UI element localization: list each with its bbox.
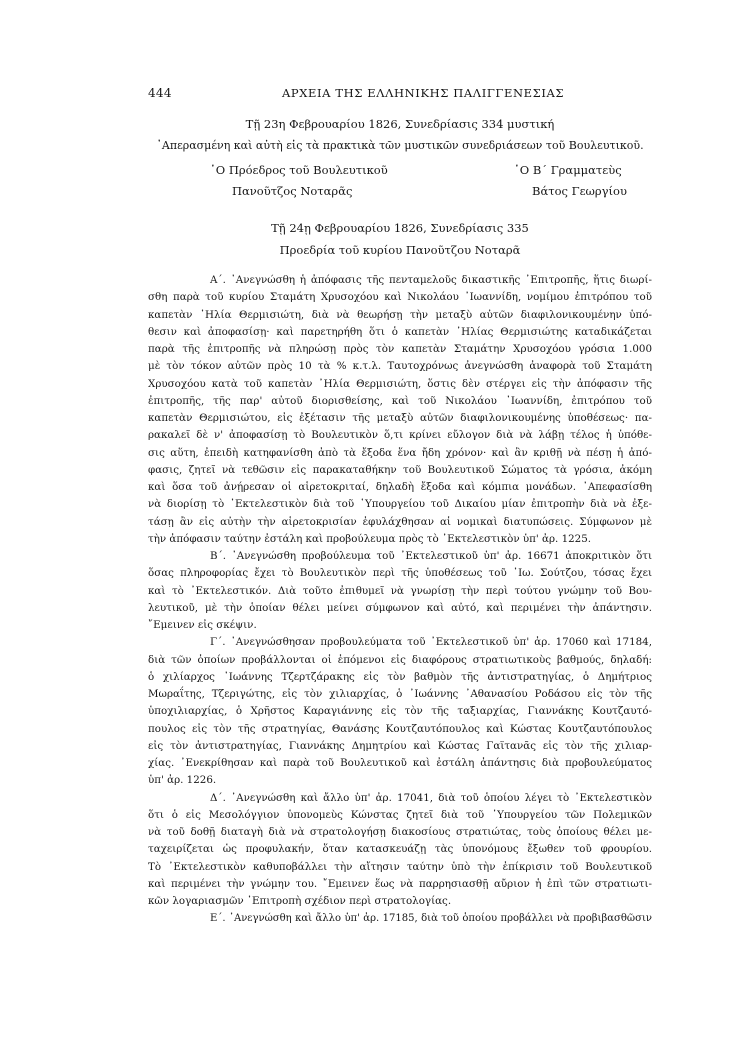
text-line: χίας. ᾿Ενεκρίθησαν καὶ παρὰ τοῦ Βουλευτικοῦ καὶ ἐστάλη ἀπάντησις διὰ προβουλεύματος [148, 757, 652, 769]
text-line: Μωραΐτης, Τζεριγώτης, εἰς τὸν χιλιαρχίας, ὁ ᾿Ιωάννης ᾿Αθανασίου Ροδάσου εἰς τὸν τῆς [148, 688, 652, 700]
text-line: Α΄. ᾿Ανεγνώσθη ἡ ἀπόφασις τῆς πενταμελοῦς δικαστικῆς ᾿Επιτροπῆς, ἥτις διωρί- [210, 274, 652, 286]
text-line: λευτικοῦ, μὲ τὴν ὁποίαν θέλει μείνει σύμφωνον καὶ αὐτό, καὶ περιμένει τὴν ἀπάντησιν. [148, 601, 652, 614]
text-line: τάσῃ ἂν εἰς αὐτὴν τὴν αἱρετοκρισίαν ἐφυλάχθησαν αἱ νομικαὶ διατυπώσεις. Σύμφωνον μὲ [148, 515, 652, 528]
text-line: καπετὰν ᾿Ηλία Θερμισιώτη, διὰ νὰ θεωρήσῃ τὴν μεταξὺ αὐτῶν διαφιλονικουμένην ὑπό- [148, 308, 652, 321]
text-line: κῶν λογαριασμῶν ᾿Επιτροπὴ σχέδιον περὶ στρατολογίας. [148, 895, 452, 907]
text-line: Β΄. ᾿Ανεγνώσθη προβούλευμα τοῦ ᾿Εκτελεστικοῦ ὑπ' ἀρ. 16671 ἀποκριτικὸν ὅτι [210, 550, 652, 562]
text-line: ῎Εμεινεν εἰς σκέψιν. [148, 619, 257, 631]
text-line: παρὰ τῆς ἐπιτροπῆς νὰ πληρώσῃ πρὸς τὸν καπετὰν Σταμάτην Χρυσοχόου γρόσια 1.000 [148, 343, 652, 355]
text-line: φασις, ζητεῖ νὰ τεθῶσιν εἰς παρακαταθήκην τοῦ Βουλευτικοῦ Σώματος τὰ γρόσια, ἀκόμη [148, 463, 652, 476]
session-335-subtitle: Προεδρία τοῦ κυρίου Πανοῦτζου Νοταρᾶ [279, 243, 521, 257]
text-line: ὑπ' ἀρ. 1226. [148, 774, 217, 787]
text-line: ἐπιτροπῆς, τῆς παρ' αὐτοῦ διορισθείσης, καὶ τοῦ Νικολάου ᾿Ιωαννίδη, ἐπιτρόπου τοῦ [148, 394, 652, 407]
running-title: ΑΡΧΕΙΑ ΤΗΣ ΕΛΛΗΝΙΚΗΣ ΠΑΛΙΓΓΕΝΕΣΙΑΣ [282, 86, 565, 100]
text-line: Δ΄. ᾿Ανεγνώσθη καὶ ἄλλο ὑπ' ἀρ. 17041, διὰ τοῦ ὁποίου λέγει τὸ ᾿Εκτελεστικὸν [210, 791, 652, 804]
text-line: νὰ διορίσῃ τὸ ᾿Εκτελεστικὸν διὰ τοῦ ῾Υπουργείου τοῦ Δικαίου μίαν ἐπιτροπὴν διὰ νὰ ἐξε- [148, 498, 652, 511]
text-line: ρακαλεῖ δὲ ν' ἀποφασίσῃ τὸ Βουλευτικὸν ὅ,τι κρίνει εὔλογον διὰ νὰ λάβῃ τέλος ἡ ὑπόθε- [148, 429, 652, 442]
text-line: ὅτι ὁ εἰς Μεσολόγγιον ὑπονομεὺς Κώνστας ζητεῖ διὰ τοῦ ῾Υπουργείου τῶν Πολεμικῶν [148, 808, 652, 821]
text-line: Τὸ ᾿Εκτελεστικὸν καθυποβάλλει τὴν αἴτησιν ταύτην ὑπὸ τὴν ἐπίκρισιν τοῦ Βουλευτικοῦ [148, 860, 652, 873]
text-line: ταχειρίζεται ὡς προφυλακήν, ὅταν κατασκευάζῃ τὰς ὑπονόμους ἔξωθεν τοῦ φρουρίου. [148, 843, 652, 856]
page-header [148, 86, 652, 102]
session-334-title: Τῇ 23η Φεβρουαρίου 1826, Συνεδρίασις 334 μυστική [245, 117, 555, 131]
secretary-role: ῾Ο Β΄ Γραμματεὺς [514, 163, 622, 177]
text-line: τὴν ἀπόφασιν ταύτην ἐστάλη καὶ προβούλευμα πρὸς τὸ ᾿Εκτελεστικὸν ὑπ' ἀρ. 1225. [148, 532, 592, 545]
text-line: σις αὕτη, ἐπειδὴ κατηφανίσθη ἀπὸ τὰ ἔξοδα ἕνα ἤδη χρόνον· καὶ ἂν κριθῇ νὰ πέσῃ ἡ ἀπό- [148, 446, 652, 459]
president-role: ῾Ο Πρόεδρος τοῦ Βουλευτικοῦ [210, 163, 388, 177]
text-line: Γ΄. ᾿Ανεγνώσθησαν προβουλεύματα τοῦ ᾿Εκτελεστικοῦ ὑπ' ἀρ. 17060 καὶ 17184, [210, 636, 652, 649]
text-line: σθη παρὰ τοῦ κυρίου Σταμάτη Χρυσοχόου καὶ Νικολάου ᾿Ιωαννίδη, νομίμου ἐπιτρόπου τοῦ [148, 291, 652, 304]
text-line: μὲ τὸν τόκον αὐτῶν πρὸς 10 τὰ % κ.τ.λ. Ταυτοχρόνως ἀνεγνώσθη ἀναφορὰ τοῦ Σταμάτη [148, 360, 652, 373]
session-334-note: ᾿Απερασμένη καὶ αὐτὴ εἰς τὰ πρακτικὰ τῶν μυστικῶν συνεδριάσεων τοῦ Βουλευτικοῦ. [156, 139, 644, 152]
text-line: θεσιν καὶ ἀποφασίσῃ· καὶ παρετηρήθη ὅτι ὁ καπετὰν ᾿Ηλίας Θερμισιώτης καταδικάζεται [148, 325, 652, 338]
minutes-body [148, 272, 652, 928]
session-335-title: Τῇ 24ῃ Φεβρουαρίου 1826, Συνεδρίασις 335 [271, 221, 529, 235]
text-line: ὅσας πληροφορίας ἔχει τὸ Βουλευτικὸν περὶ τῆς ὑποθέσεως τοῦ ᾿Ιω. Σούτζου, τόσας ἔχει [148, 567, 652, 580]
text-line: καὶ τὸ ᾿Εκτελεστικόν. Διὰ τοῦτο ἐπιθυμεῖ νὰ γνωρίσῃ τὴν περὶ τούτου γνώμην τοῦ Βου- [148, 584, 652, 597]
page-number: 444 [148, 86, 172, 100]
secretary-name: Βάτος Γεωργίου [532, 184, 627, 198]
text-line: εἰς τὸν ἀντιστρατηγίας, Γιαννάκης Δημητρίου καὶ Κώστας Γαϊτανᾶς εἰς τὸν τῆς χιλιαρ- [148, 739, 652, 752]
president-name: Πανοῦτζος Νοταρᾶς [232, 184, 353, 198]
text-line: ὑποχιλιαρχίας, ὁ Χρῆστος Καραγιάννης εἰς τὸν τῆς ταξιαρχίας, Γιαννάκης Κουτζαυτό- [148, 705, 652, 718]
text-line: Ε΄. ᾿Ανεγνώσθη καὶ ἄλλο ὑπ' ἀρ. 17185, διὰ τοῦ ὁποίου προβάλλει νὰ προβιβασθῶσιν [210, 913, 652, 925]
text-line: διὰ τῶν ὁποίων προβάλλονται οἱ ἑπόμενοι εἰς διαφόρους στρατιωτικοὺς βαθμούς, δηλαδή: [148, 653, 652, 666]
text-line: καὶ περιμένει τὴν γνώμην του. ῎Εμεινεν ἕως νὰ παρρησιασθῇ αὔριον ἡ ἐπὶ τῶν στρατιωτι- [148, 877, 652, 890]
text-line: νὰ τοῦ δοθῇ διαταγὴ διὰ νὰ στρατολογήσῃ διακοσίους στρατιώτας, τοὺς ὁποίους θέλει με- [148, 826, 652, 838]
text-line: καὶ ὅσα τοῦ ἀνῄρεσαν οἱ αἱρετοκριταί, δηλαδὴ ἔξοδα καὶ κόμπια μονάδων. ᾿Απεφασίσθη [148, 481, 652, 493]
text-line: Χρυσοχόου κατὰ τοῦ καπετὰν ᾿Ηλία Θερμισιώτη, ὅστις δὲν στέργει εἰς τὴν ἀπόφασιν τῆς [148, 377, 652, 390]
text-line: ὁ χιλίαρχος ᾿Ιωάννης Τζερτζάρακης εἰς τὸν βαθμὸν τῆς ἀντιστρατηγίας, ὁ Δημήτριος [148, 670, 652, 683]
text-line: πουλος εἰς τὸν τῆς στρατηγίας, Θανάσης Κουτζαυτόπουλος καὶ Κώστας Κουτζαυτόπουλος [148, 722, 652, 735]
text-line: καπετὰν Θερμισιώτου, εἰς ἐξέτασιν τῆς μεταξὺ αὐτῶν διαφιλονικουμένης ὑποθέσεως· πα- [148, 412, 652, 424]
